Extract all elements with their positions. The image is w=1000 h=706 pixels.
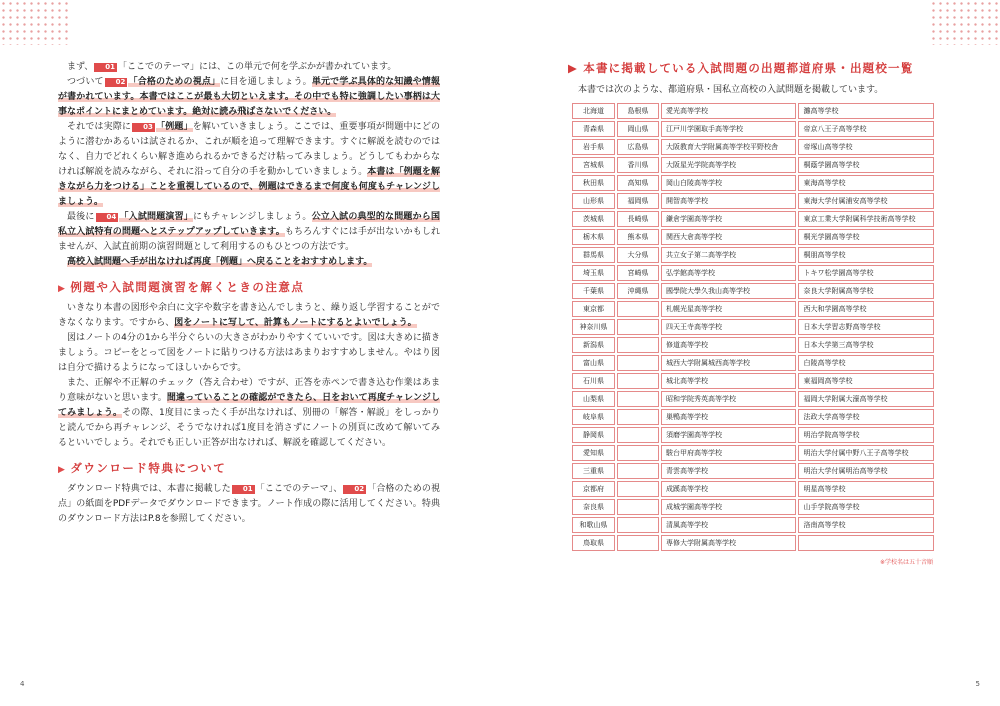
prefecture-cell: 和歌山県: [572, 517, 615, 533]
paragraph-example: [58, 120, 440, 210]
table-row: [572, 427, 934, 443]
prefecture-cell: [617, 427, 659, 443]
school-cell: 城西大学附属城西高等学校: [661, 355, 796, 371]
school-cell: 城北高等学校: [661, 373, 796, 389]
table-row: [572, 373, 934, 389]
prefecture-cell: 山梨県: [572, 391, 615, 407]
paragraph-exam-practice: [58, 210, 440, 255]
tag-01: 01: [232, 485, 255, 494]
prefecture-cell: 山形県: [572, 193, 615, 209]
prefecture-cell: 鳥取県: [572, 535, 615, 551]
school-cell: 巣鴨高等学校: [661, 409, 796, 425]
highlight-text: 「例題」: [155, 122, 193, 132]
school-cell: 日本大学習志野高等学校: [798, 319, 934, 335]
sort-note: ※学校名は五十音順: [879, 559, 933, 566]
table-row: [572, 157, 934, 173]
text: 図はノートの4分の1から半分ぐらいの大きさがわかりやすくていいです。図は大きめに描きましょう。コピーをとって図をノートに貼りつける方法はあまりおすすめしません。やはり図は自分で描けるようになってほしいからです。: [58, 333, 440, 373]
table-row: [572, 499, 934, 515]
section-heading-notes: [58, 279, 440, 295]
prefecture-cell: 秋田県: [572, 175, 615, 191]
table-row: [572, 319, 934, 335]
title-text: 本書に掲載している入試問題の出題都道府県・出題校一覧: [583, 61, 914, 75]
prefecture-cell: 北海道: [572, 103, 615, 119]
triangle-icon: ▶: [58, 284, 67, 294]
school-cell: 大阪教育大学附属高等学校平野校舎: [661, 139, 796, 155]
left-page: [58, 60, 440, 527]
school-cell: 共立女子第二高等学校: [661, 247, 796, 263]
prefecture-cell: 青森県: [572, 121, 615, 137]
table-row: [572, 391, 934, 407]
school-cell: 明治大学付属明治高等学校: [798, 463, 934, 479]
school-cell: 洛南高等学校: [798, 517, 934, 533]
prefecture-cell: 大分県: [617, 247, 659, 263]
school-cell: 関西大倉高等学校: [661, 229, 796, 245]
school-cell: 成蹊高等学校: [661, 481, 796, 497]
paragraph-download: [58, 482, 440, 527]
text: に目を通しましょう。: [220, 77, 312, 87]
prefecture-cell: 千葉県: [572, 283, 615, 299]
text: 、: [333, 484, 343, 494]
school-cell: 法政大学高等学校: [798, 409, 934, 425]
prefecture-cell: 新潟県: [572, 337, 615, 353]
paragraph-checking: [58, 376, 440, 451]
tag-02: 02: [105, 78, 128, 87]
prefecture-cell: 高知県: [617, 175, 659, 191]
table-title: [568, 60, 936, 76]
text: 「合格のための視点」: [58, 484, 440, 509]
school-cell: 明治学院高等学校: [798, 427, 934, 443]
table-row: [572, 355, 934, 371]
school-cell: 桐朋高等学校: [798, 247, 934, 263]
prefecture-cell: [617, 481, 659, 497]
school-cell: 帝京八王子高等学校: [798, 121, 934, 137]
tag-03: 03: [132, 123, 155, 132]
table-row: [572, 517, 934, 533]
school-cell: 鎌倉学園高等学校: [661, 211, 796, 227]
school-cell: 桐光学園高等学校: [798, 229, 934, 245]
table-row: [572, 247, 934, 263]
school-cell: 開智高等学校: [661, 193, 796, 209]
heading-text: 例題や入試問題演習を解くときの注意点: [70, 280, 305, 294]
highlight-text: 公立入試の典型的な問題から国私立入試特有の問題へとステップアップしていきます。: [58, 212, 440, 237]
school-table: [570, 101, 936, 553]
table-row: [572, 265, 934, 281]
prefecture-cell: 岩手県: [572, 139, 615, 155]
paragraph-recommend: [58, 255, 440, 270]
prefecture-cell: 岡山県: [617, 121, 659, 137]
prefecture-cell: 熊本県: [617, 229, 659, 245]
school-cell: 江戸川学園取手高等学校: [661, 121, 796, 137]
school-cell: 札幌光星高等学校: [661, 301, 796, 317]
highlight-text: 「入試問題演習」: [119, 212, 193, 222]
text: の紙面をPDFデータでダウンロードできます。ノート作成の際に活用してください。特典のダウンロード方法はP.8を参照してください。: [58, 499, 440, 524]
tag-04: 04: [96, 213, 119, 222]
text: いきなり本書の図形や余白に文字や数字を書き込んでしまうと、繰り返し学習することができなくなります。ですから、: [58, 303, 440, 328]
text: を解いていきましょう。ここでは、重要事項が問題中にどのように潜むかあるいは試されるか、これが順を追って理解できます。すぐに解説を読むのではなく、自力でどれくらい解き進められるかできるだけ粘ってみましょう。どうしてもわからなければ解説を読みながら、それに沿って自分の手を動かしていきましょう。: [58, 122, 440, 177]
prefecture-cell: 香川県: [617, 157, 659, 173]
page-number-right: 5: [975, 680, 980, 688]
dot-pattern-right: [930, 0, 1000, 45]
table-row: [572, 337, 934, 353]
table-row: [572, 535, 934, 551]
dot-pattern-left: [0, 0, 70, 45]
prefecture-cell: 福岡県: [617, 193, 659, 209]
text: それでは実際に: [67, 122, 132, 132]
school-cell: 福岡大学附属大濠高等学校: [798, 391, 934, 407]
school-cell: 四天王寺高等学校: [661, 319, 796, 335]
prefecture-cell: 三重県: [572, 463, 615, 479]
highlight-text: 「合格のための視点」: [128, 77, 221, 87]
table-row: [572, 301, 934, 317]
highlight-text: 高校入試問題へ手が出なければ再度「例題」へ戻ることをおすすめします。: [67, 257, 373, 267]
school-cell: 東海高等学校: [798, 175, 934, 191]
table-row: [572, 481, 934, 497]
paragraph-figure-size: [58, 331, 440, 376]
table-row: [572, 445, 934, 461]
right-page: [568, 60, 936, 566]
prefecture-cell: 岐阜県: [572, 409, 615, 425]
prefecture-cell: [617, 391, 659, 407]
paragraph-viewpoint: [58, 75, 440, 120]
school-cell: 明治大学付属中野八王子高等学校: [798, 445, 934, 461]
prefecture-cell: 静岡県: [572, 427, 615, 443]
school-cell: 清風高等学校: [661, 517, 796, 533]
table-intro: 本書では次のような、都道府県・国私立高校の入試問題を掲載しています。: [578, 85, 884, 95]
prefecture-cell: 埼玉県: [572, 265, 615, 281]
text: もちろんすぐには手が出ないかもしれませんが、入試直前期の演習問題として利用するのもひとつの方法です。: [58, 227, 440, 252]
school-cell: 弘学館高等学校: [661, 265, 796, 281]
prefecture-cell: 長崎県: [617, 211, 659, 227]
school-cell: 日本大学第三高等学校: [798, 337, 934, 353]
prefecture-cell: [617, 319, 659, 335]
school-cell: 白陵高等学校: [798, 355, 934, 371]
school-cell: 桐蔭学園高等学校: [798, 157, 934, 173]
prefecture-cell: 茨城県: [572, 211, 615, 227]
school-cell: 愛光高等学校: [661, 103, 796, 119]
heading-text: ダウンロード特典について: [70, 461, 227, 475]
highlight-text: 本書は「例題を解きながら力をつける」ことを重視しているので、例題はできるまで何度も何度もチャレンジしましょう。: [58, 167, 440, 207]
prefecture-cell: [617, 355, 659, 371]
triangle-icon: ▶: [58, 465, 67, 475]
prefecture-cell: [617, 337, 659, 353]
prefecture-cell: [617, 409, 659, 425]
table-row: [572, 283, 934, 299]
highlight-text: 間違っていることの確認ができたら、日をおいて再度チャレンジしてみましょう。: [58, 393, 440, 418]
school-cell: 修道高等学校: [661, 337, 796, 353]
school-cell: 専修大学附属高等学校: [661, 535, 796, 551]
prefecture-cell: 群馬県: [572, 247, 615, 263]
prefecture-cell: [617, 373, 659, 389]
school-cell: 岡山白陵高等学校: [661, 175, 796, 191]
text: 「ここでのテーマ」には、この単元で何を学ぶかが書かれています。: [118, 62, 397, 72]
text: 最後に: [67, 212, 95, 222]
school-cell: 須磨学園高等学校: [661, 427, 796, 443]
table-row: [572, 139, 934, 155]
highlight-text: 単元で学ぶ具体的な知識や情報が書かれています。本書ではここが最も大切といえます。その中でも特に強調したい事柄は大事なポイントにまとめています。絶対に読み飛ばさないでください。: [58, 77, 440, 117]
prefecture-cell: 石川県: [572, 373, 615, 389]
highlight-text: 図をノートに写して、計算もノートにするとよいでしょう。: [174, 318, 417, 328]
prefecture-cell: 宮崎県: [617, 265, 659, 281]
school-cell: 東海大学付属浦安高等学校: [798, 193, 934, 209]
school-cell: 山手学院高等学校: [798, 499, 934, 515]
prefecture-cell: 沖縄県: [617, 283, 659, 299]
paragraph-theme: [58, 60, 440, 75]
school-cell: 帝塚山高等学校: [798, 139, 934, 155]
prefecture-cell: [617, 301, 659, 317]
prefecture-cell: [617, 445, 659, 461]
school-table-body: [572, 103, 934, 551]
section-heading-download: [58, 460, 440, 476]
text: その際、1度目にまったく手が出なければ、別冊の「解答・解説」をしっかりと読んでから再チャレンジ、そうでなければ1度目を消さずにノートの別頁に改めて解いてみるといいでしょう。それでも正しい正答が出なければ、解説を確認してください。: [58, 408, 440, 448]
table-row: [572, 103, 934, 119]
tag-02: 02: [343, 485, 366, 494]
tag-01: 01: [94, 63, 117, 72]
prefecture-cell: 奈良県: [572, 499, 615, 515]
table-row: [572, 229, 934, 245]
school-cell: 青雲高等学校: [661, 463, 796, 479]
text: まず、: [67, 62, 94, 72]
prefecture-cell: 宮城県: [572, 157, 615, 173]
school-cell: 東福岡高等学校: [798, 373, 934, 389]
page-number-left: 4: [20, 680, 25, 688]
table-row: [572, 211, 934, 227]
prefecture-cell: [617, 463, 659, 479]
prefecture-cell: [617, 499, 659, 515]
text: 「ここでのテーマ」: [255, 484, 334, 494]
prefecture-cell: 神奈川県: [572, 319, 615, 335]
school-cell: 國學院大學久我山高等学校: [661, 283, 796, 299]
table-row: [572, 409, 934, 425]
table-row: [572, 175, 934, 191]
school-cell: 西大和学園高等学校: [798, 301, 934, 317]
text: にもチャレンジしましょう。: [192, 212, 312, 222]
school-cell: 成城学園高等学校: [661, 499, 796, 515]
table-row: [572, 463, 934, 479]
prefecture-cell: [617, 535, 659, 551]
text: つづいて: [67, 77, 104, 87]
table-row: [572, 121, 934, 137]
prefecture-cell: 広島県: [617, 139, 659, 155]
table-row: [572, 193, 934, 209]
school-cell: 灘高等学校: [798, 103, 934, 119]
prefecture-cell: 京都府: [572, 481, 615, 497]
triangle-icon: ▶: [568, 61, 584, 75]
text: また、正解や不正解のチェック（答え合わせ）ですが、正答を赤ペンで書き込む作業はあまり意味がないと思います。: [58, 378, 440, 403]
prefecture-cell: [617, 517, 659, 533]
school-cell: 明星高等学校: [798, 481, 934, 497]
school-cell: 東京工業大学附属科学技術高等学校: [798, 211, 934, 227]
school-cell: 昭和学院秀英高等学校: [661, 391, 796, 407]
school-cell: トキワ松学園高等学校: [798, 265, 934, 281]
prefecture-cell: 栃木県: [572, 229, 615, 245]
school-cell: 駿台甲府高等学校: [661, 445, 796, 461]
prefecture-cell: 東京都: [572, 301, 615, 317]
prefecture-cell: 富山県: [572, 355, 615, 371]
text: ダウンロード特典では、本書に掲載した: [67, 484, 231, 494]
school-cell: 奈良大学附属高等学校: [798, 283, 934, 299]
school-cell: [798, 535, 934, 551]
school-cell: 大阪星光学院高等学校: [661, 157, 796, 173]
prefecture-cell: 島根県: [617, 103, 659, 119]
paragraph-notebook: [58, 301, 440, 331]
prefecture-cell: 愛知県: [572, 445, 615, 461]
